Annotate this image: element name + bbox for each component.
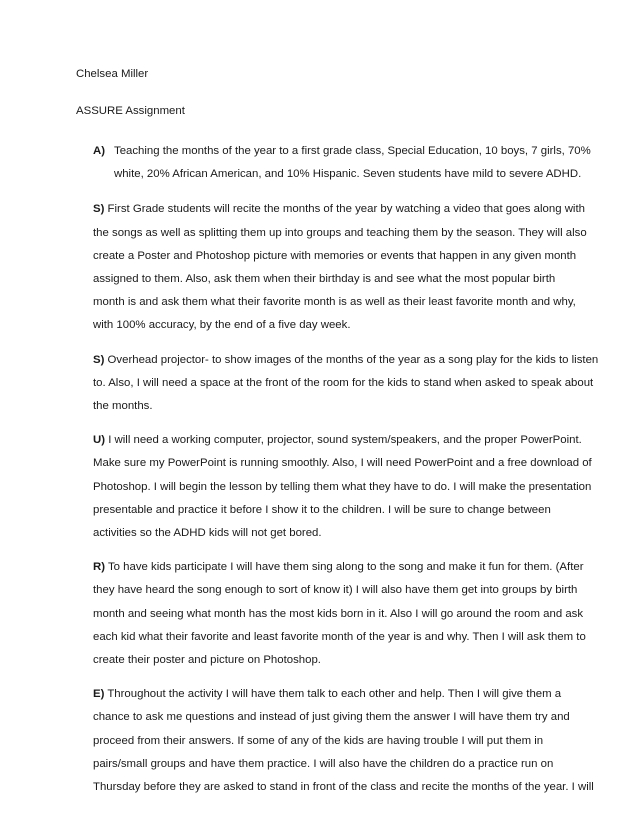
state-objectives-paragraph — [76, 198, 587, 337]
require-line-1 — [93, 556, 584, 579]
require-participation-paragraph — [76, 556, 586, 672]
evaluate-line-1 — [93, 683, 568, 706]
utilize-line-1 — [93, 429, 582, 452]
analyze-learners-item — [76, 140, 591, 186]
state-line-1-text: First Grade students will recite the months of the year by watching a video that goes along with — [104, 203, 585, 216]
utilize-line-3: Photoshop. I will begin the lesson by telling them what they have to do. I will make the presentation — [93, 480, 592, 493]
select-line-1-text: Overhead projector- to show images of the months of the year as a song play for the kids to listen — [104, 353, 599, 366]
assignment-title: ASSURE Assignment — [76, 105, 185, 117]
state-line-3: create a Poster and Photoshop picture with memories or events that happen in any given month — [93, 249, 577, 262]
evaluate-line-1-text: Throughout the activity I will have them talk to each other and help. Then I will give them a — [104, 688, 562, 701]
evaluate-line-4: pairs/small groups and have them practice. I will also have the children do a practice run on — [93, 757, 554, 770]
utilize-line-4: presentable and practice it before I show it to the children. I will be sure to change between — [93, 503, 551, 516]
evaluate-line-3: proceed from their answers. If some of any of the kids are having trouble I will put them in — [93, 734, 544, 747]
document-page — [76, 66, 599, 810]
state-line-6: with 100% accuracy, by the end of a five day week. — [93, 319, 351, 332]
require-line-5: create their poster and picture on Photoshop. — [93, 654, 321, 667]
analyze-line-1: Teaching the months of the year to a first grade class, Special Education, 10 boys, 7 girls, 70% — [114, 145, 591, 157]
utilize-line-2: Make sure my PowerPoint is running smoothly. Also, I will need PowerPoint and a free download of — [93, 457, 592, 470]
require-line-3: month and seeing what month has the most kids born in it. Also I will go around the room and ask — [93, 607, 584, 620]
evaluate-paragraph — [76, 683, 594, 799]
evaluate-line-2: chance to ask me questions and instead of just giving them the answer I will have them try and — [93, 711, 570, 724]
evaluate-lead: E) — [93, 688, 105, 701]
select-media-paragraph — [76, 349, 599, 419]
state-lead: S) — [93, 203, 105, 216]
analyze-line-2: white, 20% African American, and 10% Hispanic. Seven students have mild to severe ADHD. — [114, 168, 582, 181]
utilize-lead: U) — [93, 434, 106, 447]
require-line-2: they have heard the song enough to sort of know it) I will also have them get into groups by birth — [93, 584, 578, 597]
item-letter-a: A) — [93, 145, 106, 157]
state-line-2: the songs as well as splitting them up into groups and teaching them by the season. They will also — [93, 226, 587, 239]
utilize-media-paragraph — [76, 429, 592, 545]
select-line-1 — [93, 349, 599, 372]
select-lead: S) — [93, 353, 105, 366]
require-lead: R) — [93, 561, 106, 574]
state-line-4: assigned to them. Also, ask them when their birthday is and see what the most popular birth — [93, 273, 556, 286]
select-line-2: to. Also, I will need a space at the front of the room for the kids to stand when asked to speak about — [93, 376, 594, 389]
require-line-4: each kid what their favorite and least favorite month of the year is and why. Then I will ask them to — [93, 630, 586, 643]
author-name: Chelsea Miller — [76, 68, 149, 80]
utilize-line-1-text: I will need a working computer, projector, sound system/speakers, and the proper PowerPoint. — [105, 434, 582, 447]
select-line-3: the months. — [93, 400, 153, 413]
utilize-line-5: activities so the ADHD kids will not get bored. — [93, 527, 322, 540]
evaluate-line-5: Thursday before they are asked to stand in front of the class and recite the months of the year. I will — [93, 781, 594, 794]
require-line-1-text: To have kids participate I will have them sing along to the song and make it fun for them. (After — [105, 561, 584, 574]
state-line-1 — [93, 198, 585, 221]
state-line-5: month is and ask them what their favorite month is as well as their least favorite month and why, — [93, 296, 576, 309]
